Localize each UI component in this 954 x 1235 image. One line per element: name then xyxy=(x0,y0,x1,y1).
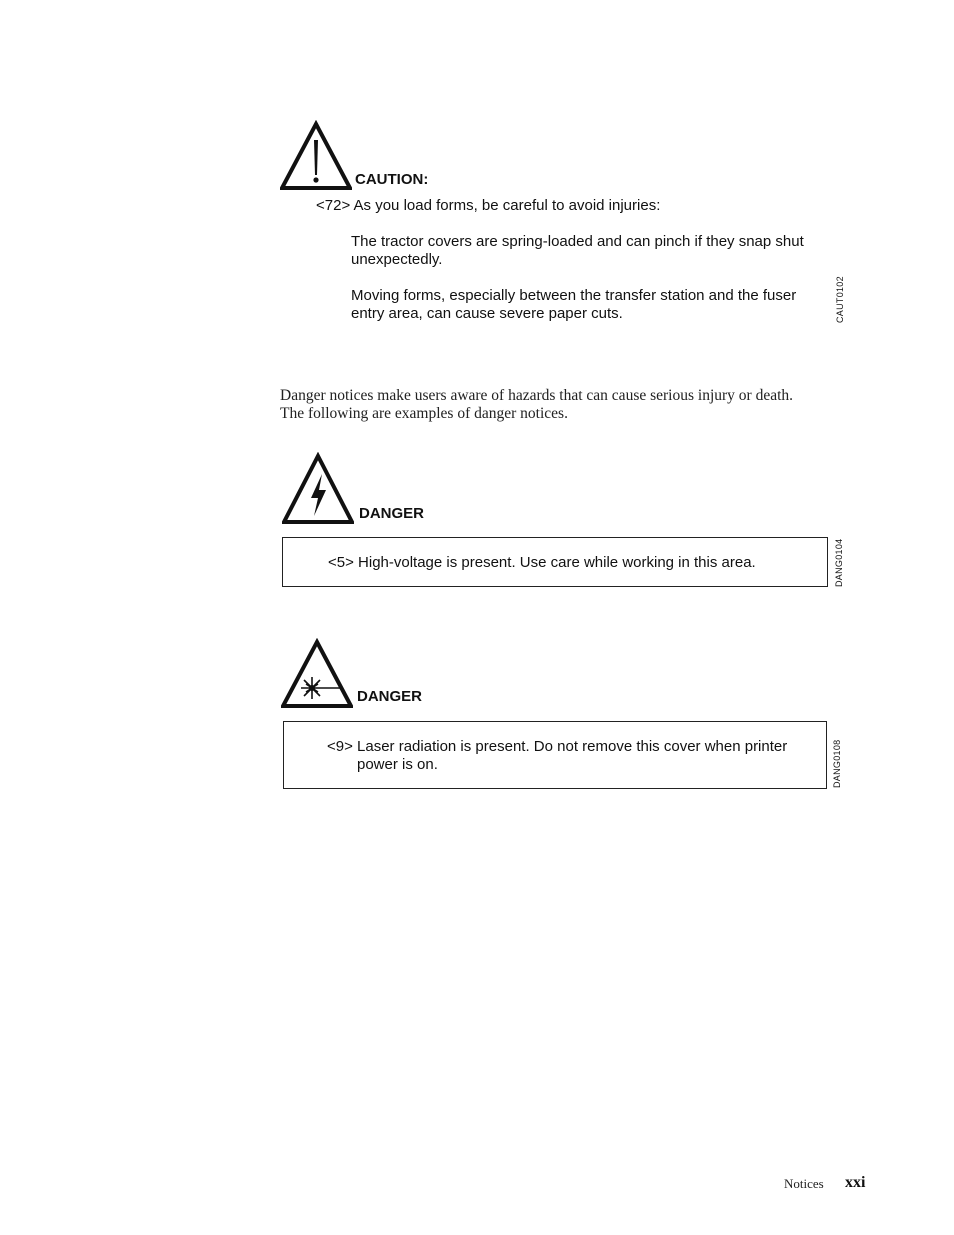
footer-section-label: Notices xyxy=(784,1176,824,1191)
danger-intro-line2: The following are examples of danger notices. xyxy=(280,405,568,422)
danger-laser-heading: DANGER xyxy=(357,688,423,705)
danger-laser-box xyxy=(283,721,827,789)
danger-voltage-text: <5> High-voltage is present. Use care while working in this area. xyxy=(328,554,756,571)
caution-code: CAUT0102 xyxy=(835,276,845,323)
caution-intro: <72> As you load forms, be careful to avoid injuries: xyxy=(316,197,661,214)
danger-voltage-heading: DANGER xyxy=(359,505,425,522)
exclamation-warning-icon xyxy=(280,120,352,192)
caution-para2-line2: entry area, can cause severe paper cuts. xyxy=(351,305,623,322)
caution-para1-line2: unexpectedly. xyxy=(351,251,443,268)
laser-warning-icon xyxy=(281,638,353,710)
footer-page-number: xxi xyxy=(845,1174,866,1191)
danger-voltage-box xyxy=(282,537,828,587)
danger-laser-code: DANG0108 xyxy=(832,739,842,788)
caution-heading: CAUTION: xyxy=(355,171,429,188)
high-voltage-warning-icon xyxy=(282,452,354,526)
danger-voltage-code: DANG0104 xyxy=(834,538,844,587)
caution-para2-line1: Moving forms, especially between the transfer station and the fuser xyxy=(351,287,797,304)
danger-laser-line2: power is on. xyxy=(357,756,438,773)
danger-laser-line1: <9> Laser radiation is present. Do not remove this cover when printer xyxy=(327,738,788,755)
caution-para1-line1: The tractor covers are spring-loaded and can pinch if they snap shut xyxy=(351,233,804,250)
danger-intro-line1: Danger notices make users aware of hazards that can cause serious injury or death. xyxy=(280,387,794,404)
